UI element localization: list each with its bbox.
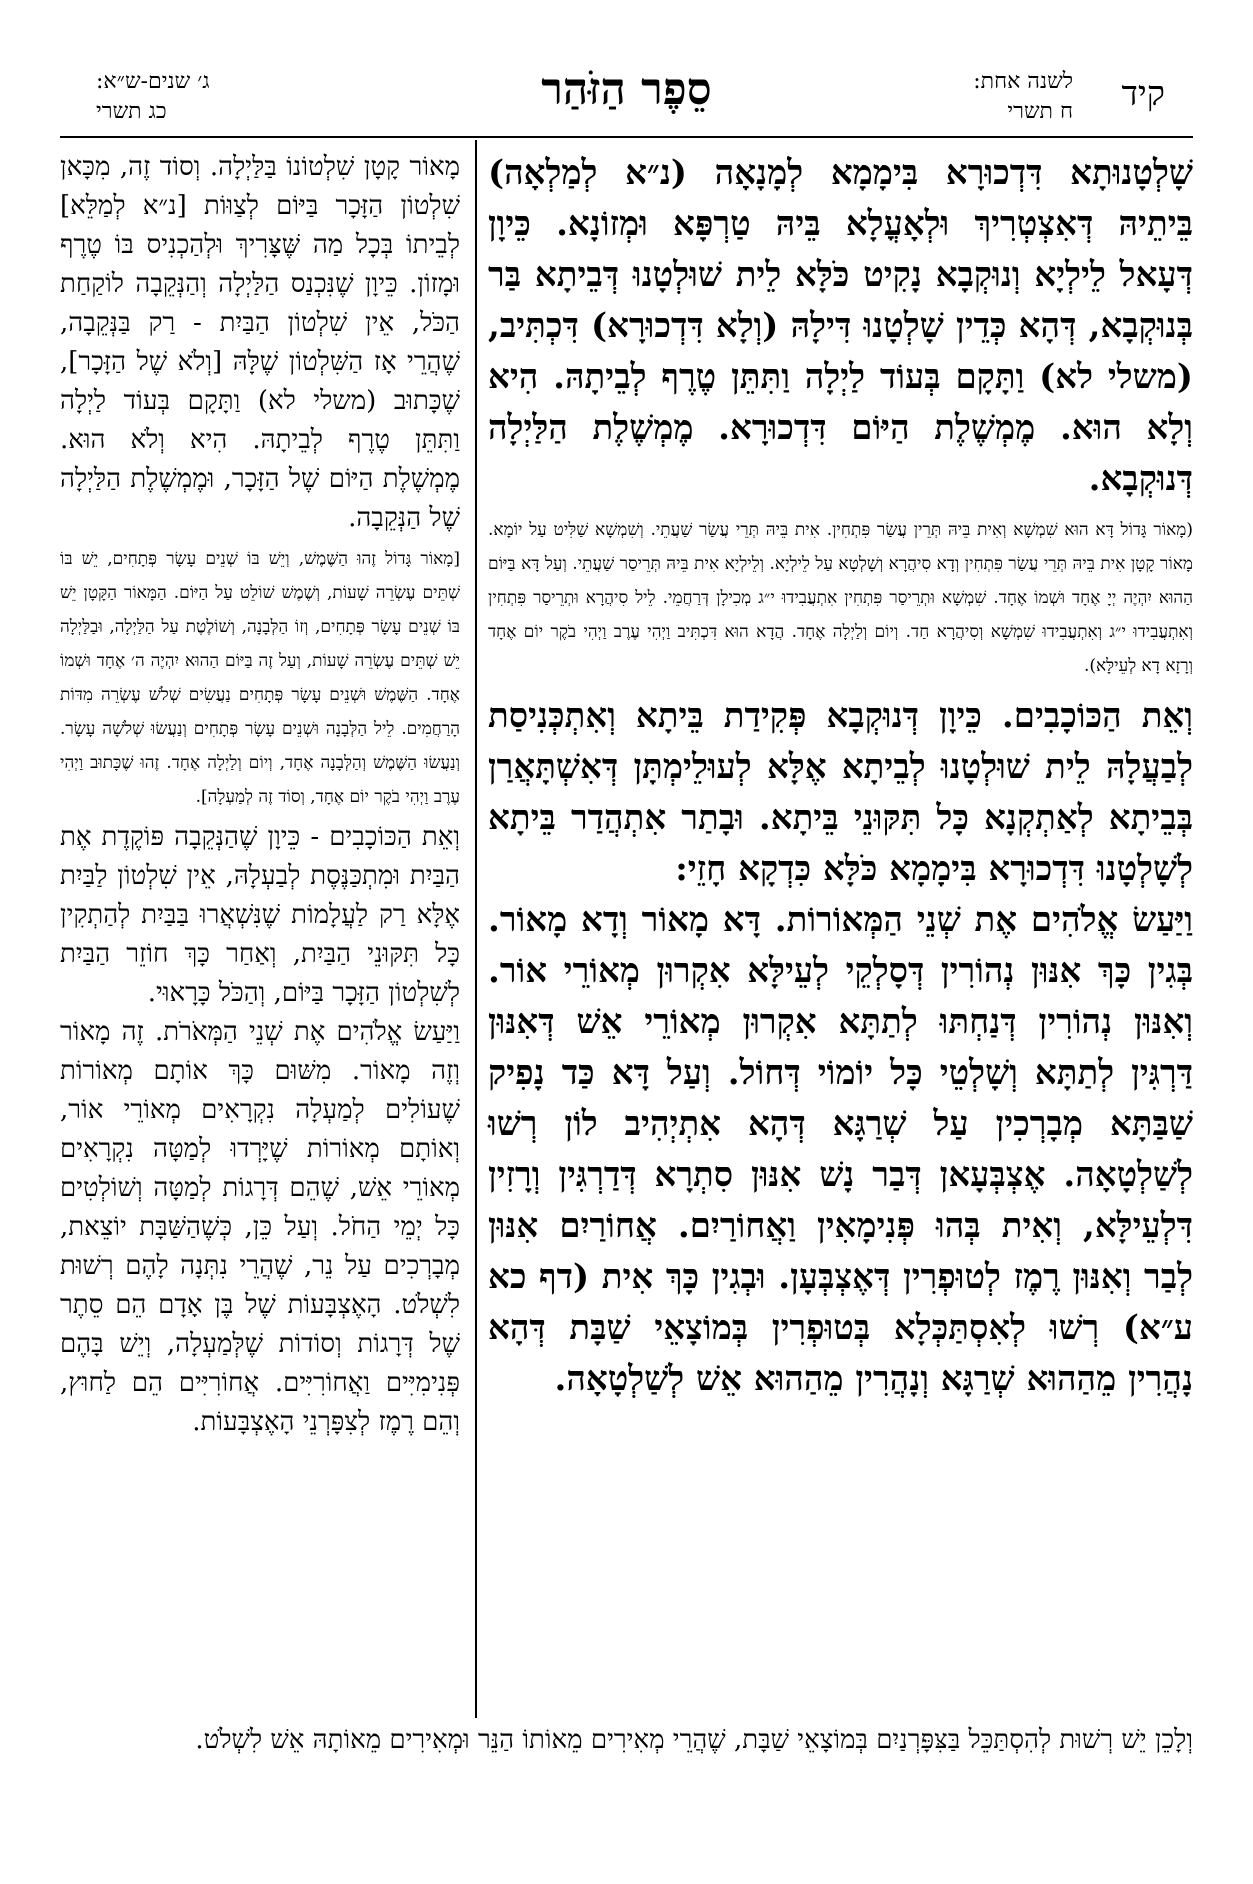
hebrew-paragraph-1: מָאוֹר קָטָן שִׁלְטוֹנוֹ בַּלַּיְלָה. וְסוֹד זֶה, מִכָּאן שִׁלְטוֹן הַזָּכָר בַּיּוֹם לְצַוּוֹת [נ״א לְמַלֵּא] לְבֵיתוֹ בְּכָל מַה שֶּׁצָּרִיךְ וּלְהַכְנִיס בּוֹ טֶרֶף וּמָזוֹן. כֵּיוָן שֶׁנִּכְנַס הַלַּיְלָה וְהַנְּקֵבָה לוֹקַחַת הַכֹּל, אֵין שִׁלְטוֹן הַבַּיִת - רַק בַּנְּקֵבָה, שֶׁהֲרֵי אָז הַשִּׁלְטוֹן שֶׁלָּהּ [וְלֹא שֶׁל הַזָּכָר], שֶׁכָּתוּב (משלי לא) וַתָּקָם בְּעוֹד לַיְלָה וַתִּתֵּן טֶרֶף לְבֵיתָהּ. הִיא וְלֹא הוּא. מֶמְשֶׁלֶת הַיּוֹם שֶׁל הַזָּכָר, וּמֶמְשֶׁלֶת הַלַּיְלָה שֶׁל הַנְּקֵבָה. xyxy=(60,152,460,533)
aramaic-commentary: (מָאוֹר גָּדוֹל דָּא הוּא שִׁמְשָׁא וְאִית בֵּיהּ תְּרֵין עֲשַׂר פִּתְחִין. אִית בֵּיהּ תְּרֵי עֲשַׂר שַׁעֲתֵי. וְשִׁמְשָׁא שַׁלִּיט עַל יוֹמָא. מָאוֹר קָטָן אִית בֵּיהּ תְּרֵי עֲשַׂר פִּתְחִין וְדָא סִיהֲרָא וְשָׁלְטָא עַל לֵילְיָא. וְלֵילְיָא אִית בֵּיהּ תְּרֵיסַר שַׁעֲתֵי. וְעַל דָּא בַּיּוֹם הַהוּא יִהְיֶה יְיָ אֶחָד וּשְׁמוֹ אֶחָד. שִׁמְשָׁא וּתְרֵיסַר פִּתְחִין אִתְעֲבִידוּ י״ג מְכִילָן דְּרַחֲמֵי. לֵיל סִיהֲרָא וּתְרֵיסַר פִּתְחִין וְאִתְעֲבִידוּ י״ג וְאִתְעֲבִידוּ שִׁמְשָׁא וְסִיהֲרָא חַד. וְיוֹם וְלַיְלָה אֶחָד. הֲדָא הוּא דִּכְתִּיב וַיְהִי עֶרֶב וַיְהִי בֹקֶר יוֹם אֶחָד וְרָזָא דָא לְעֵילָּא). xyxy=(488,520,1193,676)
footer-text: וְלָכֵן יֵשׁ רְשׁוּת לְהִסְתַּכֵּל בַּצִּפָּרְנַיִם בְּמוֹצָאֵי שַׁבָּת, שֶׁהֲרֵי מְאִירִים מֵאוֹתוֹ הַנֵּר וּמְאִירִים מֵאוֹתָהּ אֵשׁ לִשְׁלֹט. xyxy=(195,1725,1193,1755)
header-right-line-2: ח תשרי xyxy=(1007,99,1073,124)
header-right-line-1: לשנה אחת: xyxy=(973,69,1073,94)
header-left-line-1: ג׳ שנים-ש״א: xyxy=(96,69,210,94)
hebrew-paragraph-3: וַיַּעַשׂ אֱלֹהִים אֶת שְׁנֵי הַמְּאֹרֹת. זֶה מָאוֹר וְזֶה מָאוֹר. מִשּׁוּם כָּךְ אוֹתָם מְאוֹרוֹת שֶׁעוֹלִים לְמַעְלָה נִקְרָאִים מְאוֹרֵי אוֹר, וְאוֹתָם מְאוֹרוֹת שֶׁיָּרְדוּ לְמַטָּה נִקְרָאִים מְאוֹרֵי אֵשׁ, שֶׁהֵם דְּרָגוֹת לְמַטָּה וְשׁוֹלְטִים כָּל יְמֵי הַחֹל. וְעַל כֵּן, כְּשֶׁהַשַּׁבָּת יוֹצֵאת, מְבָרְכִים עַל נֵר, שֶׁהֲרֵי נִתְּנָה לָהֶם רְשׁוּת לִשְׁלֹט. הָאֶצְבָּעוֹת שֶׁל בֶּן אָדָם הֵם סֵתֶר שֶׁל דְּרָגוֹת וְסוֹדוֹת שֶׁלְּמַעְלָה, וְיֵשׁ בָּהֶם פְּנִימִיִּים וַאֲחוֹרִיִּים. אֲחוֹרִיִּים הֵם לַחוּץ, וְהֵם רֶמֶז לְצִפָּרְנֵי הָאֶצְבָּעוֹת. xyxy=(60,1017,460,1437)
aramaic-paragraph-1: שָׁלְטָנוּתָא דִּדְכוּרָא בִּימָמָא לְמָנָאָה (נ״א לְמַלְאָה) בֵּיתֵיהּ דְּאִצְטְרִיךְ וּלְאָעֳלָא בֵּיהּ טַרְפָּא וּמְזוֹנָא. כֵּיוָן דְּעָאל לֵילְיָא וְנוּקְבָא נָקִיט כֹּלָּא לֵית שׁוּלְטָנוּ דְּבֵיתָא בַּר בְּנוּקְבָא, דְּהָא כְּדֵין שָׁלְטָנוּ דִּילָהּ (וְלָא דִּדְכוּרָא) דִּכְתִּיב, (משלי לא) וַתָּקָם בְּעוֹד לַיְלָה וַתִּתֵּן טֶרֶף לְבֵיתָהּ. הִיא וְלָא הוּא. מֶמְשֶׁלֶת הַיּוֹם דִּדְכוּרָא. מֶמְשֶׁלֶת הַלַּיְלָה דְּנוּקְבָא. xyxy=(488,153,1193,499)
column-divider xyxy=(475,140,477,1718)
book-title: סֵפֶר הַזֹּהַר xyxy=(541,64,712,115)
aramaic-column xyxy=(488,148,1193,1405)
running-header xyxy=(60,60,1193,135)
aramaic-paragraph-2: וְאֵת הַכּוֹכָבִים. כֵּיוָן דְּנוּקְבָא פְּקִידַת בֵּיתָא וְאִתְכְּנִיסַת לְבַעֲלָהּ לֵית שׁוּלְטָנוּ לְבֵיתָא אֶלָּא לְעוּלֵימְתָּן דְּאִשְׁתָּאֲרַן בְּבֵיתָא לְאַתְקְנָא כָּל תִּקּוּנֵי בֵּיתָא. וּבָתַר אִתְהֲדַר בֵּיתָא לְשָׁלְטָנוּ דִּדְכוּרָא בִּימָמָא כֹּלָּא כִּדְקָא חָזֵי: xyxy=(488,696,1193,889)
aramaic-paragraph-3: וַיַּעַשׂ אֱלֹהִים אֶת שְׁנֵי הַמְּאוֹרוֹת. דָּא מָאוֹר וְדָא מָאוֹר. בְּגִין כָּךְ אִנּוּן נְהוֹרִין דְּסָלְקֵי לְעֵילָּא אִקְרוּן מְאוֹרֵי אוֹר. וְאִנּוּן נְהוֹרִין דְּנַחְתּוּ לְתַתָּא אִקְרוּן מְאוֹרֵי אֵשׁ דְּאִנּוּן דַּרְגִּין לְתַתָּא וְשָׁלְטֵי כָּל יוֹמוֹי דְּחוֹל. וְעַל דָּא כַּד נָפִיק שַׁבַּתָּא מְבָרְכִין עַל שְׁרַגָּא דְּהָא אִתְיְהִיב לוֹן רְשׁוּ לְשַׁלְטָאָה. אֶצְבְּעָאן דְּבַר נָשׁ אִנּוּן סִתְרָא דְּדַרְגִּין וְרָזִין דִּלְעֵילָּא, וְאִית בְּהוּ פְּנִימָאִין וַאֲחוֹרַיִם. אֲחוֹרַיִם אִנּוּן לְבַר וְאִנּוּן רֶמֶז לְטוּפְרִין דְּאֶצְבְּעָן. וּבְגִין כָּךְ אִית (דף כא ע״א) רְשׁוּ לְאִסְתַּכְּלָא בְּטוּפְרִין בְּמוֹצָאֵי שַׁבָּת דְּהָא נָהֲרִין מֵהַהוּא שְׁרַגָּא וְנָהֲרִין מֵהַהוּא אֵשׁ לְשַׁלְטָאָה. xyxy=(488,900,1193,1399)
header-left-line-2: כג תשרי xyxy=(96,99,167,124)
header-rule xyxy=(60,136,1193,138)
hebrew-commentary: [מָאוֹר גָּדוֹל זֶהוּ הַשֶּׁמֶשׁ, וְיֵשׁ בּוֹ שְׁנֵים עָשָׂר פְּתָחִים, יֵשׁ בּוֹ שְׁתֵּים עֶשְׂרֵה שָׁעוֹת, וְשֶׁמֶשׁ שׁוֹלֵט עַל הַיּוֹם. הַמָּאוֹר הַקָּטָן יֵשׁ בּוֹ שְׁנֵים עָשָׂר פְּתָחִים, וְזוֹ הַלְּבָנָה, וְשׁוֹלֶטֶת עַל הַלַּיְלָה, וּבַלַּיְלָה יֵשׁ שְׁתֵּים עֶשְׂרֵה שָׁעוֹת, וְעַל זֶה בַּיּוֹם הַהוּא יִהְיֶה ה׳ אֶחָד וּשְׁמוֹ אֶחָד. הַשֶּׁמֶשׁ וּשְׁנֵים עָשָׂר פְּתָחִים נַעֲשִׂים שְׁלֹשׁ עֶשְׂרֵה מִדּוֹת הָרַחֲמִים. לֵיל הַלְּבָנָה וּשְׁנֵים עָשָׂר פְּתָחִים וְנַעֲשׂוּ שְׁלֹשָׁה עָשָׂר. וְנַעֲשׂוּ הַשֶּׁמֶשׁ וְהַלְּבָנָה אֶחָד, וְיוֹם וְלַיְלָה אֶחָד. זֶהוּ שֶׁכָּתוּב וַיְהִי עֶרֶב וַיְהִי בֹקֶר יוֹם אֶחָד, וְסוֹד זֶה לְמַעְלָה]. xyxy=(60,549,460,807)
hebrew-translation-column xyxy=(60,148,460,1442)
hebrew-paragraph-2: וְאֵת הַכּוֹכָבִים - כֵּיוָן שֶׁהַנְּקֵבָה פּוֹקֶדֶת אֶת הַבַּיִת וּמִתְכַּנֶּסֶת לְבַעְלָהּ, אֵין שִׁלְטוֹן לַבַּיִת אֶלָּא רַק לַעֲלָמוֹת שֶׁנִּשְׁאֲרוּ בַּבַּיִת לְהַתְקִין כָּל תִּקּוּנֵי הַבַּיִת, וְאַחַר כָּךְ חוֹזֵר הַבַּיִת לְשִׁלְטוֹן הַזָּכָר בַּיּוֹם, וְהַכֹּל כָּרָאוּי. xyxy=(60,822,460,1008)
page-number: קיד xyxy=(1121,74,1165,114)
